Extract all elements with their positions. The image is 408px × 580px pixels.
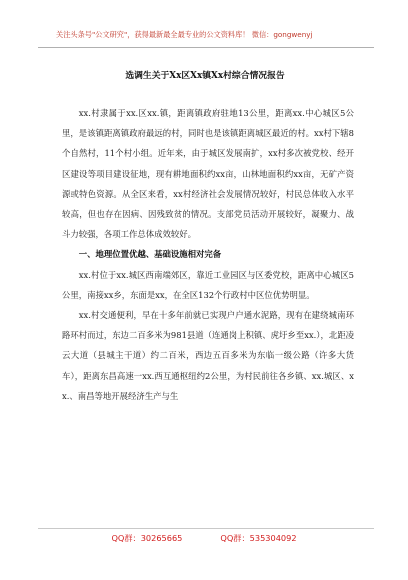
- footer-divider: [38, 528, 374, 529]
- footer: [0, 533, 408, 547]
- section1-paragraph-transport: xx.村交通便利，早在十多年前就已实现户户通水泥路，现有在建绕城南环路环村而过，东边二百多米为981县道（连通岗上积镇、虎圩乡至xx.），北距凌云大道（县城主干道）约二百米，西边五百多米为东临一级公路（许多大货车），距离东昌高速一xx.西互通枢纽约2公里，为村民前往各乡镇、xx.城区、xx.、南昌等地开展经济生产与生: [62, 310, 354, 401]
- footer-qq-group-2: QQ群：535304092: [220, 533, 297, 543]
- section-heading-1: 一、地理位置优越、基础设施相对完备: [78, 249, 222, 260]
- header-divider: [38, 47, 374, 48]
- intro-paragraph: xx.村隶属于xx.区xx.镇，距离镇政府驻地13公里，距离xx.中心城区5公里，是该镇距离镇政府最远的村，同时也是该镇距离城区最近的村。xx村下辖8个自然村，11个村小组。近年来，由于城区发展南扩，xx村多次被党校、经开区建设等项目建设征地，现有耕地面积约xx亩，山林地面积约xx亩，无矿产资源或特色资源。从全区来看，xx村经济社会发展情况较好，村民总体收入水平较高，但也存在因病、因残致贫的情况。支部党员活动开展较好，凝聚力、战斗力较强，各项工作总体成效较好。: [62, 108, 354, 240]
- section1-paragraph-location: xx.村位于xx.城区西南端郊区，靠近工业园区与区委党校，距离中心城区5公里，南接xx乡，东面是xx，在全区132个行政村中区位优势明显。: [62, 269, 354, 300]
- footer-qq-group-1: QQ群：30265665: [111, 533, 183, 543]
- document-body: [62, 103, 354, 406]
- document-title: 选调生关于Xx区Xx镇Xx村综合情况报告: [125, 71, 285, 81]
- header-banner: 关注头条号"公文研究"，获得最新最全最专业的公文资料库！ 微信：gongwenyj: [56, 30, 313, 39]
